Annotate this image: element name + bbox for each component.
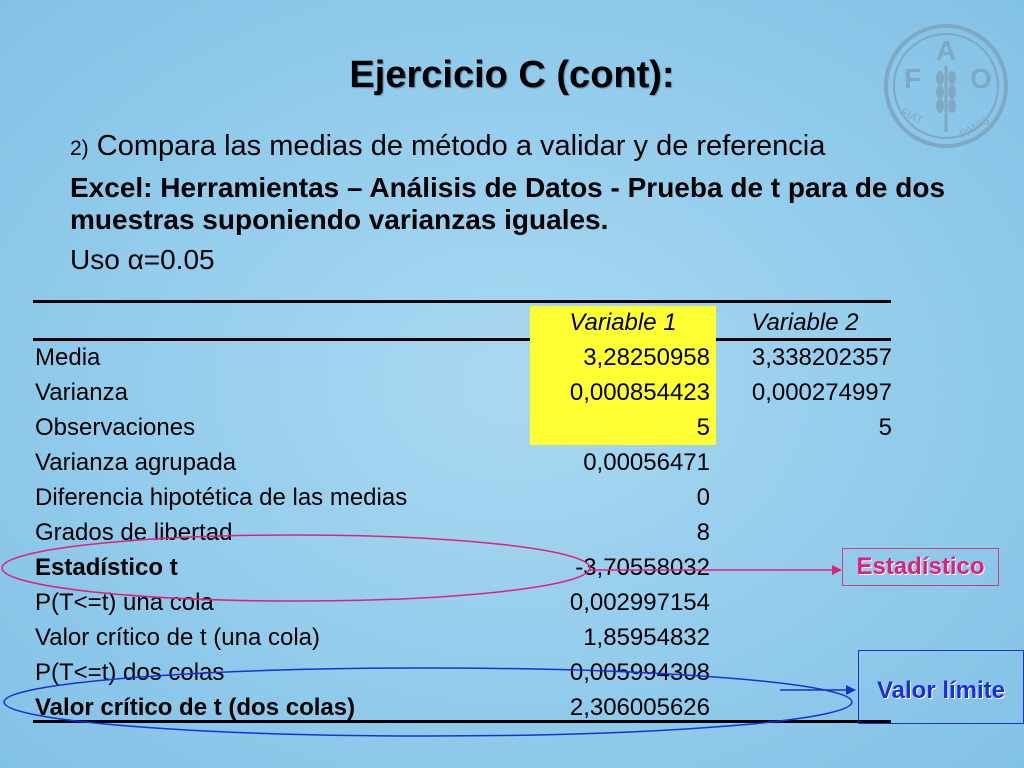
fao-logo	[882, 22, 1010, 150]
row-label: Media	[35, 344, 101, 371]
row-value-1: 1,85954832	[583, 624, 710, 651]
table-row	[33, 480, 894, 515]
row-label: P(T<=t) una cola	[35, 589, 214, 616]
valor-limite-label: Valor límite	[858, 650, 1024, 724]
row-label: Varianza	[35, 379, 128, 406]
row-value-1: 0,005994308	[569, 659, 710, 686]
step-text: Compara las medias de método a validar y de referencia	[88, 130, 826, 162]
svg-text:A: A	[936, 35, 957, 66]
header-variable-1: Variable 1	[530, 306, 716, 340]
table-row	[33, 340, 894, 375]
table-row	[33, 620, 894, 655]
row-label: Varianza agrupada	[35, 449, 237, 476]
row-value-2	[716, 515, 894, 550]
table-row-t-statistic	[33, 550, 894, 585]
row-value-2	[716, 480, 894, 515]
row-value-1: -3,70558032	[575, 554, 710, 581]
row-label: P(T<=t) dos colas	[35, 659, 225, 686]
header-empty	[33, 306, 530, 340]
svg-text:PANIS: PANIS	[957, 114, 992, 141]
table-top-rule	[33, 300, 891, 303]
alpha-line: Uso α=0.05	[70, 244, 215, 275]
row-value-1: 5	[530, 410, 716, 445]
table-row-critical-value	[33, 690, 894, 725]
table-row	[33, 410, 894, 445]
row-value-1: 8	[696, 519, 710, 546]
row-label: Grados de libertad	[35, 519, 233, 546]
row-value-2	[716, 445, 894, 480]
row-value-2: 5	[878, 414, 892, 441]
row-value-2: 3,338202357	[751, 344, 892, 371]
row-label: Valor crítico de t (una cola)	[35, 624, 321, 651]
row-value-1: 0,00056471	[583, 449, 710, 476]
slide-title: Ejercicio C (cont):	[349, 54, 675, 96]
svg-text:F: F	[904, 63, 922, 94]
step-number: 2)	[70, 137, 89, 160]
row-value-1: 0,000854423	[530, 375, 716, 410]
table-row	[33, 375, 894, 410]
row-label: Estadístico t	[35, 554, 178, 581]
table-header-row	[33, 306, 894, 340]
row-label: Diferencia hipotética de las medias	[35, 484, 408, 511]
instruction-step	[70, 130, 825, 163]
estadistico-label: Estadístico	[842, 548, 999, 586]
table-row	[33, 445, 894, 480]
table-row	[33, 515, 894, 550]
header-variable-2: Variable 2	[751, 309, 859, 336]
ttest-table	[33, 306, 894, 725]
row-value-2: 0,000274997	[751, 379, 892, 406]
row-value-1: 3,28250958	[530, 340, 716, 375]
row-label: Observaciones	[35, 414, 196, 441]
row-label: Valor crítico de t (dos colas)	[35, 694, 356, 721]
row-value-1: 2,306005626	[569, 694, 710, 721]
svg-text:FIAT: FIAT	[898, 106, 925, 128]
excel-instruction: Excel: Herramientas – Análisis de Datos - Prueba de t para de dos muestras suponiendo varianzas iguales.	[70, 172, 946, 235]
table-row	[33, 585, 894, 620]
row-value-1: 0	[696, 484, 710, 511]
row-value-1: 0,002997154	[569, 589, 710, 616]
table-row	[33, 655, 894, 690]
svg-text:O: O	[970, 63, 992, 94]
row-value-2	[716, 585, 894, 620]
